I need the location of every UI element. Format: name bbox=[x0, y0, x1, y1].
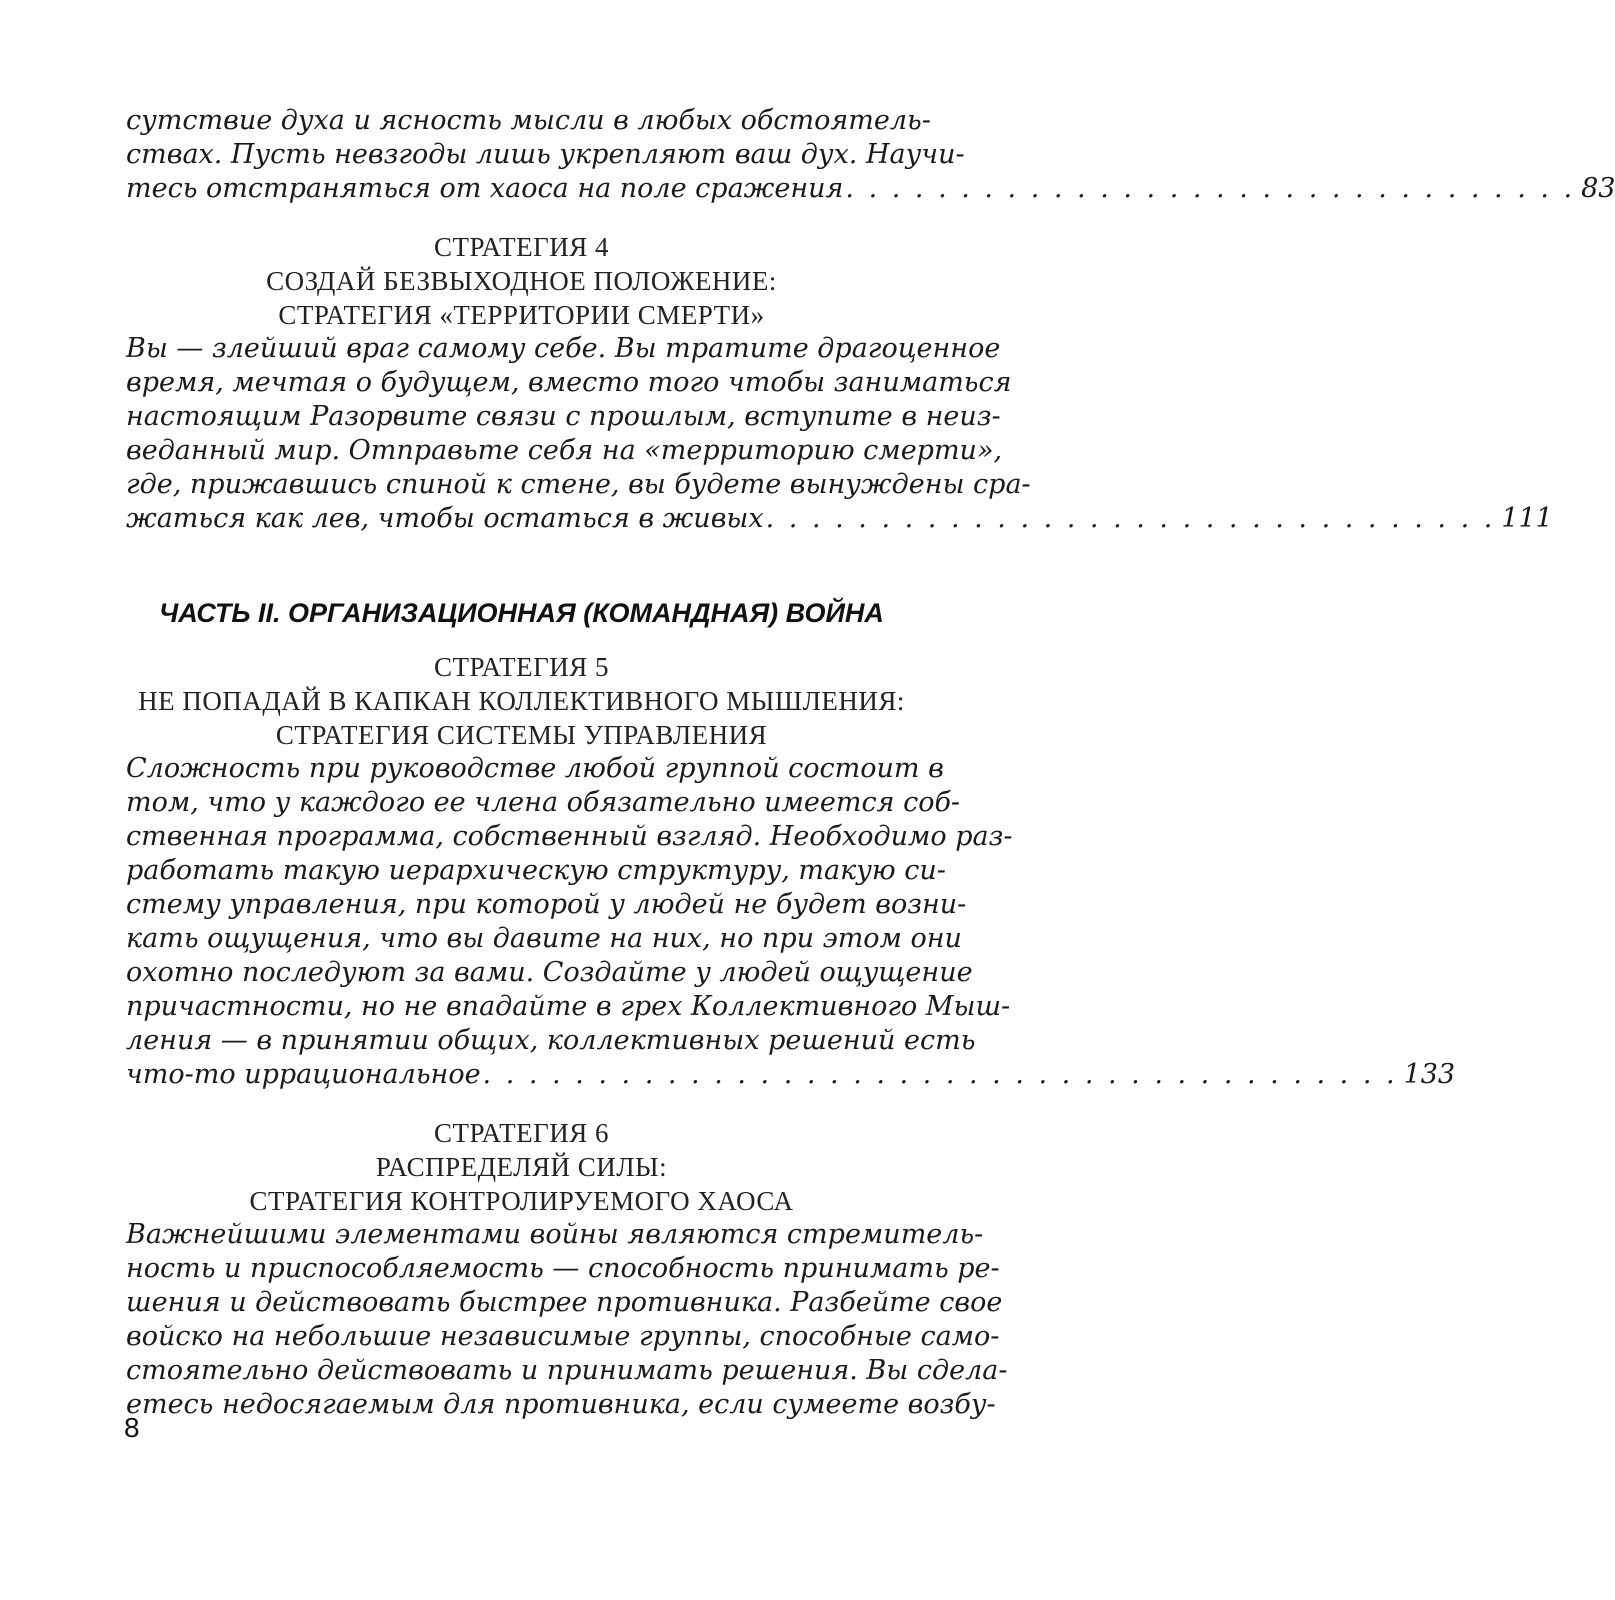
entry-last-line bbox=[126, 172, 1615, 206]
strategy-title: НЕ ПОПАДАЙ В КАПКАН КОЛЛЕКТИВНОГО МЫШЛЕНИЯ: bbox=[138, 686, 905, 716]
strategy-title: СОЗДАЙ БЕЗВЫХОДНОЕ ПОЛОЖЕНИЕ: bbox=[266, 266, 777, 296]
strategy-subtitle: СТРАТЕГИЯ КОНТРОЛИРУЕМОГО ХАОСА bbox=[249, 1186, 794, 1216]
text-line: Важнейшими элементами войны являются стремитель- bbox=[126, 1219, 984, 1250]
text-line: ственная программа, собственный взгляд. Необходимо раз- bbox=[126, 821, 1013, 852]
page-reference: 83 bbox=[1581, 173, 1615, 204]
page-reference: 111 bbox=[1501, 503, 1553, 534]
text-line: етесь недосягаемым для противника, если сумеете возбу- bbox=[126, 1389, 996, 1420]
text-line: ления — в принятии общих, коллективных решений есть bbox=[126, 1025, 976, 1056]
text-line: настоящим Разорвите связи с прошлым, вступите в неиз- bbox=[126, 401, 1001, 432]
leader-dots: . . . . . . . . . . . . . . . . . . . . . . . . . . . . . . . . . . . . . . . . bbox=[482, 1059, 1398, 1090]
text-line: стему управления, при которой у людей не будет возни- bbox=[126, 889, 967, 920]
text-line: время, мечтая о будущем, вместо того чтобы заниматься bbox=[126, 367, 1012, 398]
text-line: кать ощущения, что вы давите на них, но при этом они bbox=[126, 923, 962, 954]
page-number: 8 bbox=[124, 1412, 140, 1443]
text-line: причастности, но не впадайте в грех Коллективного Мыш- bbox=[126, 991, 1011, 1022]
text-line: том, что у каждого ее члена обязательно имеется соб- bbox=[126, 787, 961, 818]
strategy-subtitle: СТРАТЕГИЯ СИСТЕМЫ УПРАВЛЕНИЯ bbox=[275, 720, 768, 750]
text-line: войско на небольшие независимые группы, способные само- bbox=[126, 1321, 1000, 1352]
strategy-title: РАСПРЕДЕЛЯЙ СИЛЫ: bbox=[375, 1152, 668, 1182]
strategy-number: СТРАТЕГИЯ 4 bbox=[433, 232, 610, 262]
text-line: сутствие духа и ясность мысли в любых обстоятель- bbox=[126, 105, 931, 136]
part-heading: ЧАСТЬ II. ОРГАНИЗАЦИОННАЯ (КОМАНДНАЯ) ВОЙНА bbox=[159, 598, 884, 628]
text-line: ствах. Пусть невзгоды лишь укрепляют ваш дух. Научи- bbox=[126, 139, 965, 170]
strategy-number: СТРАТЕГИЯ 6 bbox=[433, 1118, 610, 1148]
text-line: жаться как лев, чтобы остаться в живых bbox=[126, 503, 764, 534]
text-line: Вы — злейший враг самому себе. Вы тратите драгоценное bbox=[126, 333, 1001, 364]
text-line: Сложность при руководстве любой группой состоит в bbox=[126, 753, 944, 784]
strategy-subtitle: СТРАТЕГИЯ «ТЕРРИТОРИИ СМЕРТИ» bbox=[278, 300, 765, 330]
text-line: веданный мир. Отправьте себя на «территорию смерти», bbox=[126, 435, 1003, 466]
text-line: шения и действовать быстрее противника. Разбейте свое bbox=[126, 1287, 1003, 1318]
text-line: охотно последуют за вами. Создайте у людей ощущение bbox=[126, 957, 973, 988]
text-line: что-то иррациональное bbox=[126, 1059, 481, 1090]
text-line: ность и приспособляемость — способность принимать ре- bbox=[126, 1253, 1000, 1284]
entry-last-line bbox=[126, 502, 1553, 536]
leader-dots: . . . . . . . . . . . . . . . . . . . . . . . . . . . . . . . . bbox=[845, 173, 1576, 204]
text-line: работать такую иерархическую структуру, такую си- bbox=[126, 855, 946, 886]
text-line: стоятельно действовать и принимать решения. Вы сдела- bbox=[126, 1355, 1008, 1386]
text-line: где, прижавшись спиной к стене, вы будете вынуждены сра- bbox=[126, 469, 1031, 500]
entry-last-line bbox=[126, 1058, 1456, 1092]
strategy-number: СТРАТЕГИЯ 5 bbox=[433, 652, 610, 682]
text-line: тесь отстраняться от хаоса на поле сражения bbox=[126, 173, 844, 204]
page-reference: 133 bbox=[1403, 1059, 1456, 1090]
leader-dots: . . . . . . . . . . . . . . . . . . . . . . . . . . . . . . . . bbox=[765, 503, 1496, 534]
